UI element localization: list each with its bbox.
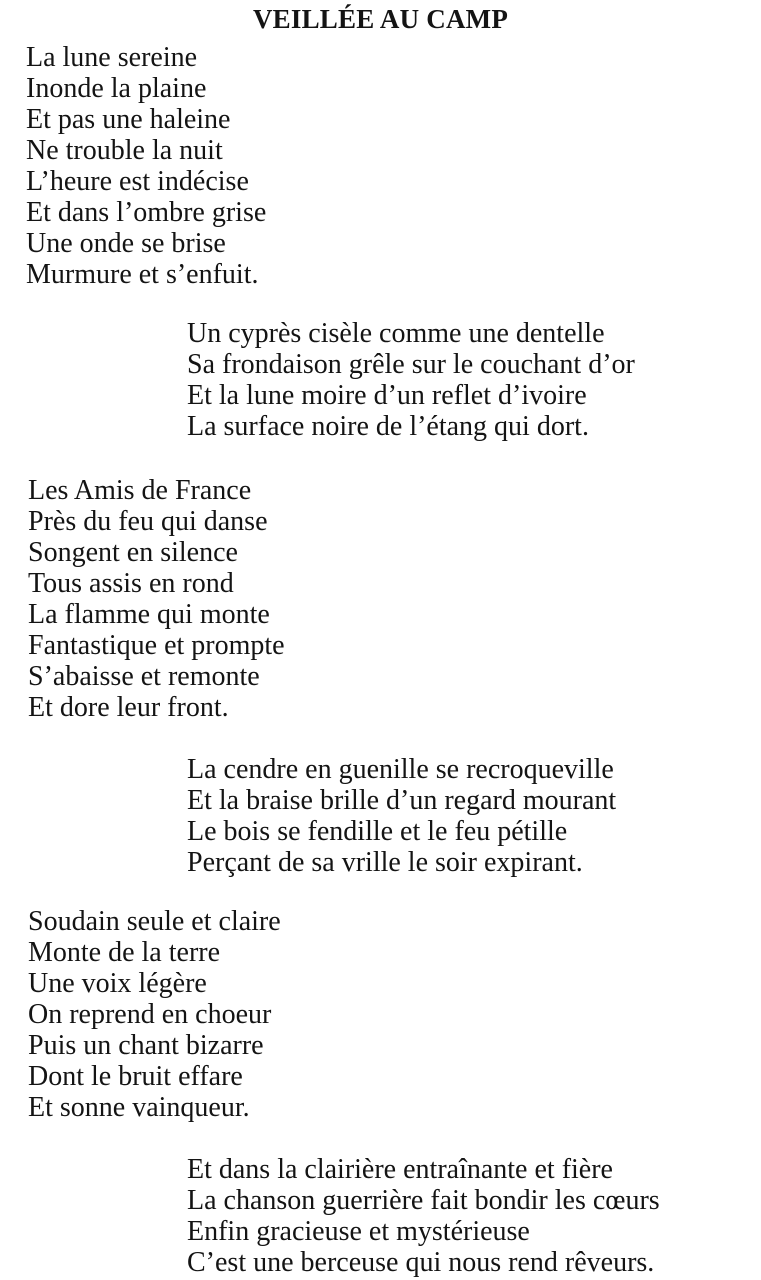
poem-line: Près du feu qui danse — [28, 506, 268, 537]
poem-line: Puis un chant bizarre — [28, 1030, 264, 1061]
poem-line: Monte de la terre — [28, 937, 221, 968]
poem-line: L’heure est indécise — [26, 166, 249, 197]
poem-line: La chanson guerrière fait bondir les cœurs — [187, 1185, 660, 1216]
poem-line: Murmure et s’enfuit. — [26, 259, 259, 290]
stanza-2 — [187, 318, 635, 442]
poem-line: Une onde se brise — [26, 228, 226, 259]
poem-line: Fantastique et prompte — [28, 630, 285, 661]
poem-line: La flamme qui monte — [28, 599, 270, 630]
poem-line: Les Amis de France — [28, 475, 252, 506]
poem-line: Un cyprès cisèle comme une dentelle — [187, 318, 605, 349]
poem-line: Inonde la plaine — [26, 73, 207, 104]
stanza-5 — [28, 906, 281, 1123]
poem-line: La cendre en guenille se recroqueville — [187, 754, 614, 785]
poem-line: La lune sereine — [26, 42, 198, 73]
poem-line: Dont le bruit effare — [28, 1061, 243, 1092]
poem-line: Enfin gracieuse et mystérieuse — [187, 1216, 530, 1247]
poem-line: Et dans la clairière entraînante et fière — [187, 1154, 613, 1185]
poem-line: La surface noire de l’étang qui dort. — [187, 411, 589, 442]
poem-line: C’est une berceuse qui nous rend rêveurs. — [187, 1247, 655, 1278]
poem-line: Soudain seule et claire — [28, 906, 281, 937]
poem-line: On reprend en choeur — [28, 999, 272, 1030]
stanza-1 — [26, 42, 266, 290]
poem-line: Perçant de sa vrille le soir expirant. — [187, 847, 583, 878]
stanza-6 — [187, 1154, 660, 1278]
poem-line: Une voix légère — [28, 968, 207, 999]
poem-title: VEILLÉE AU CAMP — [252, 4, 509, 34]
poem-line: Et dore leur front. — [28, 692, 229, 723]
poem-line: Ne trouble la nuit — [26, 135, 223, 166]
poem-line: Et sonne vainqueur. — [28, 1092, 250, 1123]
stanza-3 — [28, 475, 285, 723]
stanza-4 — [187, 754, 616, 878]
poem-line: Tous assis en rond — [28, 568, 234, 599]
poem-line: S’abaisse et remonte — [28, 661, 260, 692]
poem-line: Songent en silence — [28, 537, 238, 568]
poem-line: Et la lune moire d’un reflet d’ivoire — [187, 380, 587, 411]
poem-line: Le bois se fendille et le feu pétille — [187, 816, 568, 847]
poem-line: Sa frondaison grêle sur le couchant d’or — [187, 349, 635, 380]
poem-line: Et dans l’ombre grise — [26, 197, 267, 228]
poem-line: Et la braise brille d’un regard mourant — [187, 785, 617, 816]
poem-line: Et pas une haleine — [26, 104, 231, 135]
